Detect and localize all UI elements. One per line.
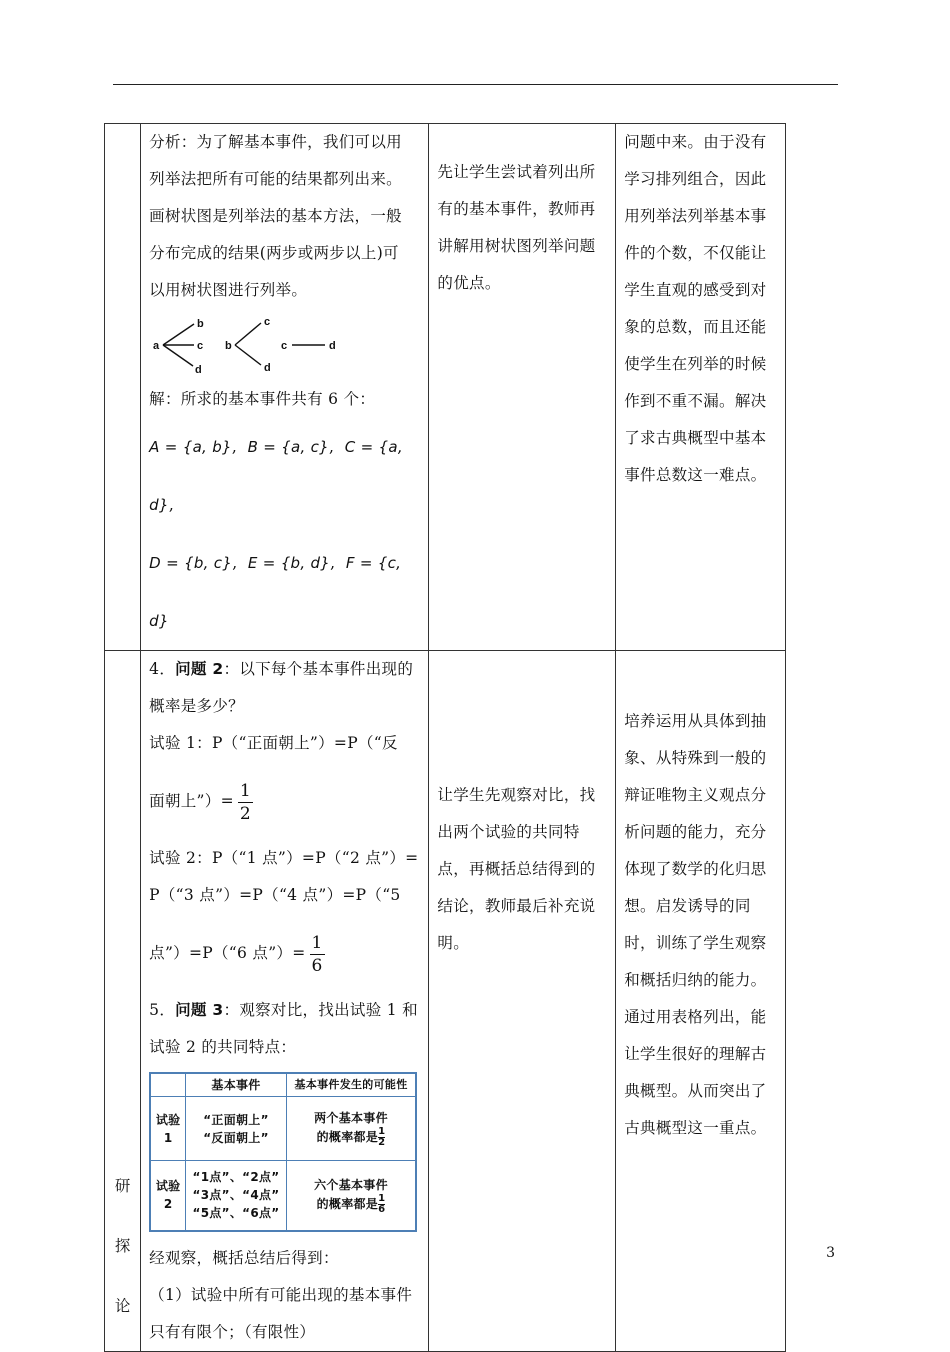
separator: , (232, 554, 238, 572)
event-A: A = {a, b} (149, 438, 232, 456)
design-intent-cell (616, 124, 786, 651)
event-text: “5点”、“6点” (192, 1206, 280, 1221)
question-number: 5． (149, 1001, 176, 1019)
event-F: F = {c, d} (149, 554, 402, 630)
experiment-2-result (149, 914, 422, 992)
stage-char: 论 (114, 1297, 131, 1315)
probability-cell (286, 1097, 416, 1161)
question-label: 问题 3 (175, 1001, 224, 1019)
table-corner (150, 1073, 186, 1097)
teacher-activity-text: 让学生先观察对比，找出两个试验的共同特点，再概括总结得到的结论，教师最后补充说明。 (437, 786, 596, 952)
content-cell (141, 651, 429, 1352)
event-text: “反面朝上” (203, 1130, 269, 1145)
tree-node-c3: c (281, 340, 288, 352)
question-3 (149, 992, 422, 1066)
row-label: 试验2 (150, 1161, 186, 1231)
analysis-line: 分析：为了解基本事件，我们可以用 (149, 133, 402, 151)
stage-char: 探 (114, 1237, 131, 1255)
events-row-2 (149, 534, 422, 650)
experiment-2-text: 点”）=P（“6 点”）= (149, 944, 306, 962)
teacher-activity-cell (429, 651, 616, 1352)
design-intent-text: 问题中来。由于没有学习排列组合，因此用列举法列举基本事件的个数，不仅能让学生直观的感受到对象的总数，而且还能使学生在列举的时候作到不重不漏。解决了求古典概型中基本事件总数这一难点。 (624, 133, 767, 484)
analysis-line: 分布完成的结果(两步或两步以上)可 (149, 244, 399, 262)
analysis-line: 列举法把所有可能的结果都列出来。 (149, 170, 402, 188)
event-B: B = {a, c} (247, 438, 330, 456)
table-row (105, 124, 786, 651)
header-rule (113, 84, 838, 85)
event-text: “正面朝上” (203, 1112, 269, 1127)
question-number: 4． (149, 660, 176, 678)
event-D: D = {b, c} (149, 554, 233, 572)
tree-edge (163, 324, 194, 345)
fraction-one-half: $\frac{1}{2}$ (239, 780, 251, 824)
question-text: ：以下每个基本事件出现的概率是多少？ (149, 660, 414, 715)
page-number: 3 (826, 1245, 835, 1261)
question-2 (149, 651, 422, 725)
fraction-one-sixth: $\frac{1}{6}$ (311, 932, 323, 976)
tree-node-d3: d (329, 340, 337, 352)
tree-edge (163, 345, 193, 366)
analysis-line: 画树状图是列举法的基本方法，一般 (149, 207, 402, 225)
question-label: 问题 2 (175, 660, 224, 678)
experiment-1-text: 面朝上”）= (149, 792, 234, 810)
table-row (150, 1073, 416, 1097)
stage-char: 研 (114, 1177, 131, 1195)
event-text: “3点”、“4点” (192, 1188, 280, 1203)
question-text: ：观察对比，找出试验 1 和试验 2 的共同特点： (149, 1001, 418, 1056)
fraction-one-half: $\frac{1}{2}$ (378, 1126, 386, 1148)
events-row-1 (149, 418, 422, 534)
experiment-2-line: P（“3 点”）=P（“4 点”）=P（“5 (149, 886, 401, 904)
tree-node-a: a (153, 340, 160, 352)
table-row (150, 1097, 416, 1161)
teacher-activity-text: 先让学生尝试着列出所有的基本事件，教师再讲解用树状图列举问题的优点。 (437, 163, 596, 292)
events-cell (186, 1097, 287, 1161)
table-row (105, 651, 786, 1352)
tree-node-b2: b (225, 340, 233, 352)
content-cell (141, 124, 429, 651)
conclusion-line: （1）试验中所有可能出现的基本事件只有有限个；（有限性） (149, 1285, 413, 1341)
tree-edge (235, 345, 261, 365)
observation-line: 经观察，概括总结后得到： (149, 1248, 339, 1267)
tree-node-d2: d (264, 362, 272, 374)
separator: , (330, 554, 336, 572)
lesson-table (104, 123, 786, 1352)
tree-node-d: d (195, 364, 203, 375)
stage-cell (105, 124, 141, 651)
stage-cell (105, 651, 141, 1352)
experiment-1-line: 试验 1：P（“正面朝上”）=P（“反 (149, 734, 398, 752)
tree-node-c: c (197, 340, 204, 352)
separator: , (231, 438, 238, 456)
row-label: 试验1 (150, 1097, 186, 1161)
probability-text: 六个基本事件 (314, 1177, 388, 1192)
tree-node-c2: c (264, 316, 271, 328)
probability-text: 的概率都是 (316, 1130, 379, 1144)
probability-text: 的概率都是 (316, 1196, 379, 1211)
fraction-one-sixth: $\frac{1}{6}$ (378, 1192, 386, 1215)
event-C: C = {a, d} (149, 438, 403, 514)
events-cell (186, 1161, 287, 1231)
event-E: E = {b, d} (247, 554, 331, 572)
separator: , (329, 438, 335, 456)
experiment-2-line: 试验 2：P（“1 点”）=P（“2 点”）= (149, 849, 419, 867)
event-text: “1点”、“2点” (192, 1170, 280, 1185)
separator: , (168, 496, 175, 514)
table-header: 基本事件发生的可能性 (286, 1073, 416, 1097)
tree-edge (235, 323, 261, 345)
analysis-line: 以用树状图进行列举。 (149, 281, 308, 299)
solution-line: 解：所求的基本事件共有 6 个： (149, 390, 376, 408)
comparison-table (149, 1072, 417, 1232)
design-intent-text: 培养运用从具体到抽象、从特殊到一般的辩证唯物主义观点分析问题的能力，充分体现了数学的化归思想。启发诱导的同时，训练了学生观察和概括归纳的能力。通过用表格列出，能让学生很好的理解古典概型。从而突出了古典概型这一重点。 (624, 712, 767, 1137)
experiment-1-result (149, 762, 422, 840)
probability-text: 两个基本事件 (314, 1111, 388, 1125)
table-header: 基本事件 (186, 1073, 287, 1097)
teacher-activity-cell (429, 124, 616, 651)
probability-cell (286, 1161, 416, 1231)
design-intent-cell (616, 651, 786, 1352)
table-row (150, 1161, 416, 1231)
tree-diagram (151, 315, 351, 375)
tree-node-b: b (197, 318, 205, 330)
